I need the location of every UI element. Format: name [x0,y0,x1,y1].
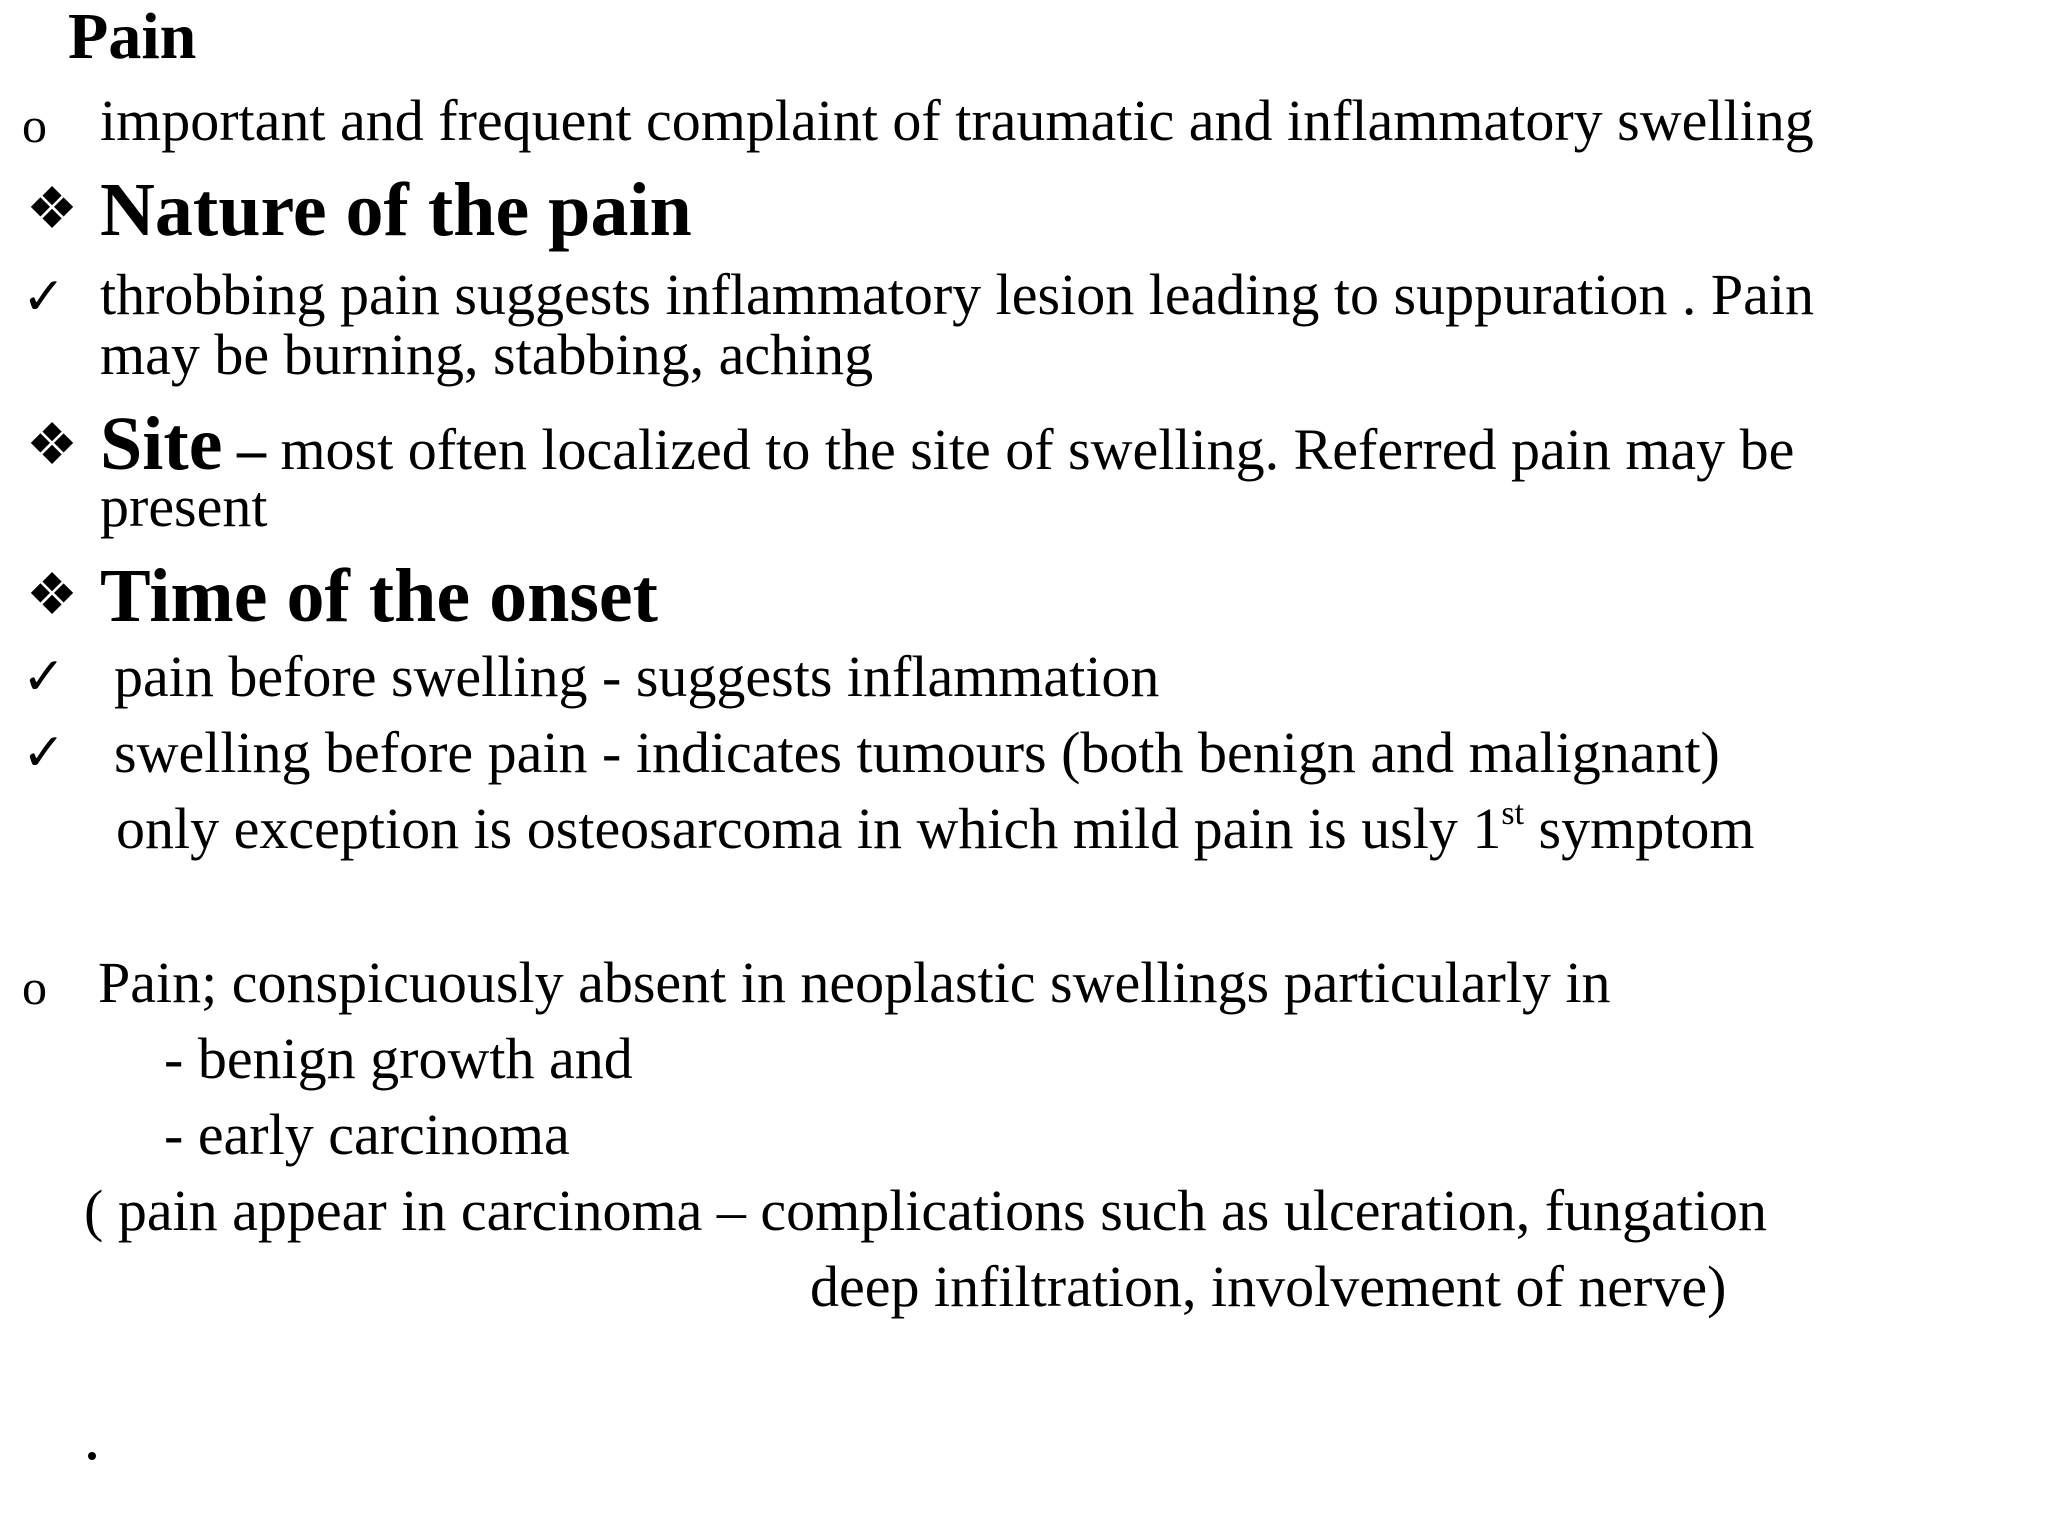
onset-line-3 [116,795,1755,861]
diamond-bullet-icon: ❖ [26,562,78,627]
onset-line-2: swelling before pain - indicates tumours (both benign and malignant) [114,720,1720,785]
bullet-absent-text: Pain; conspicuously absent in neoplastic swellings particularly in [98,950,1611,1015]
onset-heading: Time of the onset [100,554,658,638]
ring-bullet-icon: o [22,97,47,153]
nature-heading: Nature of the pain [100,168,692,252]
onset-line-3-end: symptom [1524,796,1755,861]
nature-line-2: may be burning, stabbing, aching [100,322,874,387]
check-bullet-icon: ✓ [22,649,66,706]
sub-item-early-carcinoma: - early carcinoma [164,1102,570,1167]
trailing-dot [88,1452,96,1460]
site-line-1 [100,402,1795,486]
paren-note-line-2: deep infiltration, involvement of nerve) [810,1254,1727,1319]
page-title: Pain [68,0,197,73]
site-dash: – [236,417,266,482]
check-bullet-icon: ✓ [22,725,66,782]
onset-line-3-text: only exception is osteosarcoma in which mild pain is usly 1 [116,796,1502,861]
onset-line-1: pain before swelling - suggests inflammation [114,644,1160,709]
site-line-2: present [100,474,268,539]
site-heading: Site [100,402,223,486]
ordinal-suffix: st [1501,795,1525,832]
check-bullet-icon: ✓ [22,269,66,326]
site-text: most often localized to the site of swelling. Referred pain may be [280,417,1795,482]
bullet-importance-text: important and frequent complaint of traumatic and inflammatory swelling [100,88,1814,153]
diamond-bullet-icon: ❖ [26,176,78,241]
diamond-bullet-icon: ❖ [26,412,78,477]
ring-bullet-icon: o [22,959,47,1015]
sub-item-benign: - benign growth and [164,1026,633,1091]
paren-note-line-1: ( pain appear in carcinoma – complications such as ulceration, fungation [84,1178,1768,1243]
nature-line-1: throbbing pain suggests inflammatory lesion leading to suppuration . Pain [100,262,1815,327]
